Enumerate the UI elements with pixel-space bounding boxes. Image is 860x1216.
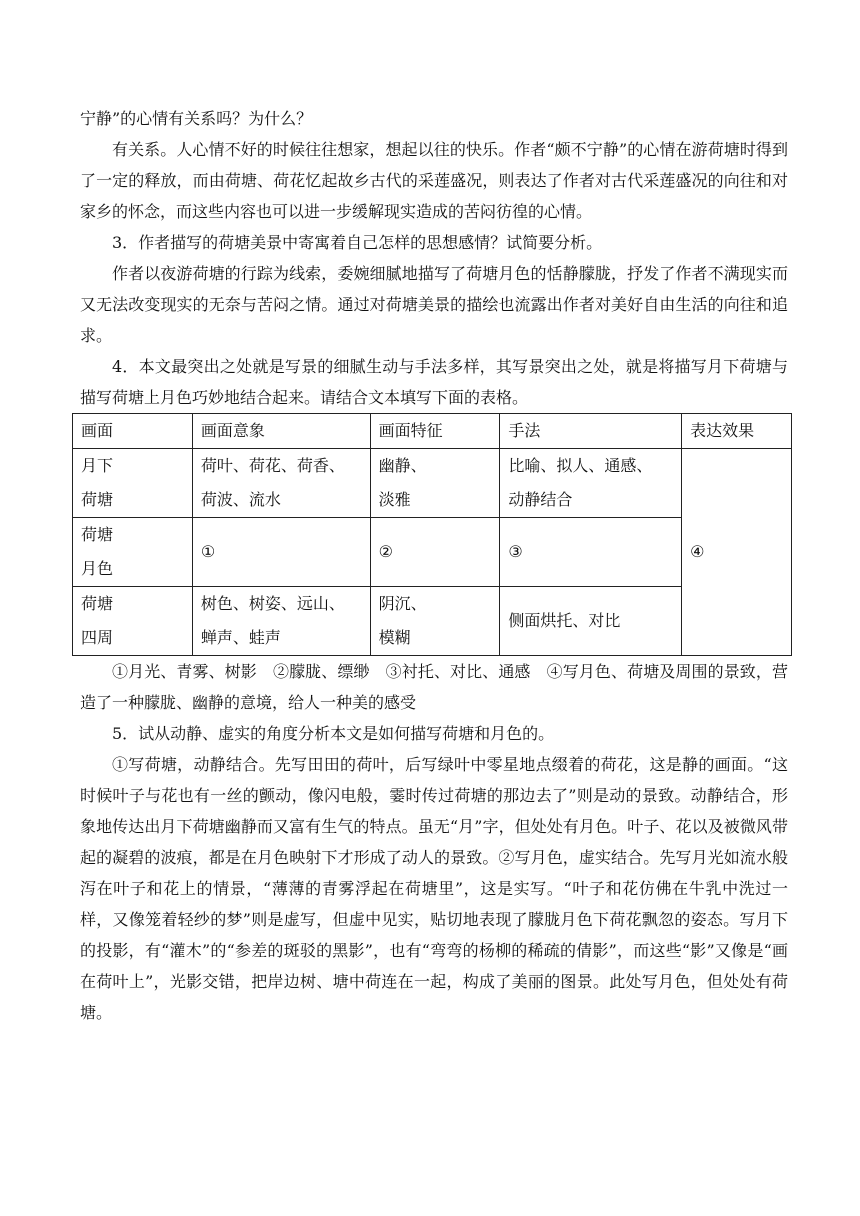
document-body	[80, 103, 788, 1028]
scene-analysis-table	[72, 413, 792, 656]
table-cell: ①	[192, 518, 370, 587]
paragraph-question-5: 5．试从动静、虚实的角度分析本文是如何描写荷塘和月色的。	[112, 724, 555, 743]
table-cell: ③	[500, 518, 682, 587]
table-cell: 幽静、 淡雅	[370, 449, 500, 518]
table-header-cell: 手法	[500, 414, 682, 449]
table-header-cell: 画面	[73, 414, 193, 449]
paragraph-question-3: 3．作者描写的荷塘美景中寄寓着自己怎样的思想感情？试简要分析。	[112, 233, 603, 252]
table-cell: 阴沉、 模糊	[370, 587, 500, 656]
paragraph-answer-4: ①月光、青雾、树影 ②朦胧、缥缈 ③衬托、对比、通感 ④写月色、荷塘及周围的景致，营造了一种朦胧、幽静的意境，给人一种美的感受	[80, 662, 788, 712]
table-header-row	[73, 414, 792, 449]
table-header-cell: 画面特征	[370, 414, 500, 449]
table-cell: ②	[370, 518, 500, 587]
table-cell: 侧面烘托、对比	[500, 587, 682, 656]
table-cell: 月下 荷塘	[73, 449, 193, 518]
paragraph-answer-5: ①写荷塘，动静结合。先写田田的荷叶，后写绿叶中零星地点缀着的荷花，这是静的画面。“这时候叶子与花也有一丝的颤动，像闪电般，霎时传过荷塘的那边去了”则是动的景致。动静结合，形象地传达出月下荷塘幽静而又富有生气的特点。虽无“月”字，但处处有月色。叶子、花以及被微风带起的凝碧的波痕，都是在月色映射下才形成了动人的景致。②写月色，虚实结合。先写月光如流水般泻在叶子和花上的情景，“薄薄的青雾浮起在荷塘里”，这是实写。“叶子和花仿佛在牛乳中洗过一样，又像笼着轻纱的梦”则是虚写，但虚中见实，贴切地表现了朦胧月色下荷花飘忽的姿态。写月下的投影，有“灌木”的“参差的斑驳的黑影”，也有“弯弯的杨柳的稀疏的倩影”，而这些“影”又像是“画在荷叶上”，光影交错，把岸边树、塘中荷连在一起，构成了美丽的图景。此处写月色，但处处有荷塘。	[80, 755, 788, 1022]
table-header-cell: 画面意象	[192, 414, 370, 449]
table-row	[73, 449, 792, 518]
paragraph-question-4: 4．本文最突出之处就是写景的细腻生动与手法多样，其写景突出之处，就是将描写月下荷塘与描写荷塘上月色巧妙地结合起来。请结合文本填写下面的表格。	[80, 357, 788, 407]
paragraph-answer-2: 有关系。人心情不好的时候往往想家，想起以往的快乐。作者“颇不宁静”的心情在游荷塘时得到了一定的释放，而由荷塘、荷花忆起故乡古代的采莲盛况，则表达了作者对古代采莲盛况的向往和对家乡的怀念，而这些内容也可以进一步缓解现实造成的苦闷彷徨的心情。	[80, 140, 788, 221]
table-cell: 荷塘 月色	[73, 518, 193, 587]
paragraph-answer-3: 作者以夜游荷塘的行踪为线索，委婉细腻地描写了荷塘月色的恬静朦胧，抒发了作者不满现实而又无法改变现实的无奈与苦闷之情。通过对荷塘美景的描绘也流露出作者对美好自由生活的向往和追求。	[80, 264, 788, 345]
table-cell-effect: ④	[682, 449, 792, 656]
table-header-cell: 表达效果	[682, 414, 792, 449]
table-cell: 荷塘 四周	[73, 587, 193, 656]
table-cell: 树色、树姿、远山、 蝉声、蛙声	[192, 587, 370, 656]
paragraph-question-2-tail: 宁静”的心情有关系吗？为什么？	[80, 109, 313, 128]
table-cell: 荷叶、荷花、荷香、 荷波、流水	[192, 449, 370, 518]
table-cell: 比喻、拟人、通感、 动静结合	[500, 449, 682, 518]
